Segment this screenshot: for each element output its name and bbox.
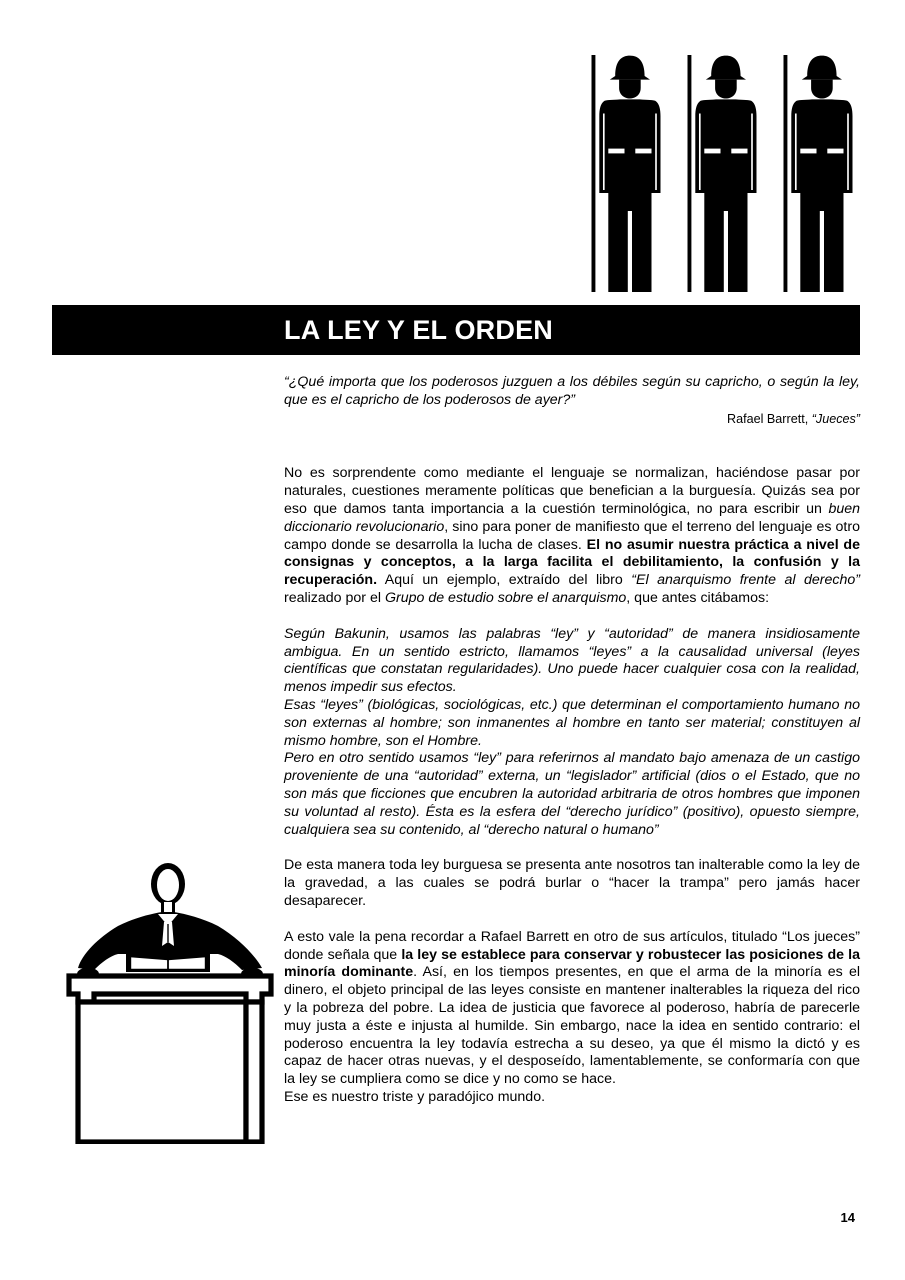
three-soldiers-illustration	[584, 54, 860, 296]
paragraph-1-italic-b: “El anarquismo frente al derecho”	[631, 572, 860, 589]
epigraph-work: “Jueces”	[811, 411, 860, 426]
paragraph-1-bold: El no asumir nuestra práctica a nivel de consignas y conceptos, a la larga facilita el debilitamiento, la confusión y la recuperación.	[284, 536, 860, 589]
page-number: 14	[840, 1210, 855, 1225]
citation-line-3: Pero en otro sentido usamos “ley” para referirnos al mandato bajo amenaza de un castigo proveniente de una “autoridad” externa, un “legislador” artificial (dios o el Estado, que no son más que ficciones que encubren la autoridad arbitraria de otros hombres que imponen su voluntad al resto). Ésta es la esfera del “derecho jurídico” (positivo), opuesto siempre, cualquiera sea su contenido, al “derecho natural o humano”	[284, 750, 860, 838]
citation-line-1: Según Bakunin, usamos las palabras “ley” y “autoridad” de manera insidiosamente ambigua. En un sentido estricto, llamamos “leyes” a la causalidad universal (leyes científicas que constatan regularidades). Uno puede hacer cualquier cosa con la realidad, menos impedir sus efectos.	[284, 625, 860, 696]
epigraph-author: Rafael Barrett,	[727, 411, 812, 426]
paragraph-3-text-b: . Así, en los tiempos presentes, en que el arma de la minoría es el dinero, el objeto principal de las leyes consiste en mantener inalterables la riqueza del rico y la pobreza del pobre. La idea de justicia que favorece al poderoso, habría de parecerle muy justa a éste e injusta al humilde. Sin embargo, nace la idea en sentido contrario: el poderoso encuentra la ley todavía estrecha a su deseo, ya que él mismo la dictó y es capaz de hacer otras nuevas, y el desposeído, lamentablemente, se conformaría con que la ley se cumpliera como se dice y no como se hace.	[284, 964, 860, 1088]
paragraph-2: De esta manera toda ley burguesa se presenta ante nosotros tan inalterable como la ley de la gravedad, a las cuales se podrá burlar o “hacer la trampa” pero jamás hacer desaparecer.	[284, 857, 860, 909]
title-bar	[52, 305, 860, 355]
paragraph-1-italic-c: Grupo de estudio sobre el anarquismo	[384, 589, 627, 606]
citation-line-2: Esas “leyes” (biológicas, sociológicas, etc.) que determinan el comportamiento humano no son externas al hombre; son inmanentes al hombre en tanto ser material; constituyen al mismo hombre, son el Hombre.	[284, 696, 860, 749]
epigraph-attribution	[284, 411, 860, 429]
paragraph-3-bold: la ley se establece para conservar y robustecer las posiciones de la minoría dominante	[284, 946, 860, 981]
paragraph-1-text-e: , que antes citábamos:	[626, 589, 770, 606]
article-body	[284, 374, 860, 1107]
paragraph-1-text-d: realizado por el	[284, 589, 385, 606]
paragraph-1-text-b: , sino para poner de manifiesto que el terreno del lenguaje es otro campo donde se desarrolla la lucha de clases.	[284, 518, 860, 553]
page-title: LA LEY Y EL ORDEN	[284, 315, 553, 345]
judge-at-bench-illustration	[66, 862, 274, 1144]
epigraph-quote: “¿Qué importa que los poderosos juzguen a los débiles según su capricho, o según la ley, que es el capricho de los poderosos de ayer?”	[284, 374, 860, 408]
paragraph-4: Ese es nuestro triste y paradójico mundo.	[284, 1088, 546, 1105]
paragraph-3	[284, 929, 860, 1089]
paragraph-1	[284, 465, 860, 607]
paragraph-1-text-c: Aquí un ejemplo, extraído del libro	[377, 572, 632, 589]
paragraph-1-text-a: No es sorprendente como mediante el lenguaje se normalizan, haciéndose pasar por naturales, cuestiones meramente políticas que benefician a la burguesía. Quizás sea por eso que damos tanta importancia a la cuestión terminológica, no para escribir un	[284, 465, 860, 517]
paragraph-3-text-a: A esto vale la pena recordar a Rafael Barrett en otro de sus artículos, titulado “Los jueces” donde señala que	[284, 928, 860, 963]
paragraph-1-italic-a: buen diccionario revolucionario	[284, 500, 860, 535]
